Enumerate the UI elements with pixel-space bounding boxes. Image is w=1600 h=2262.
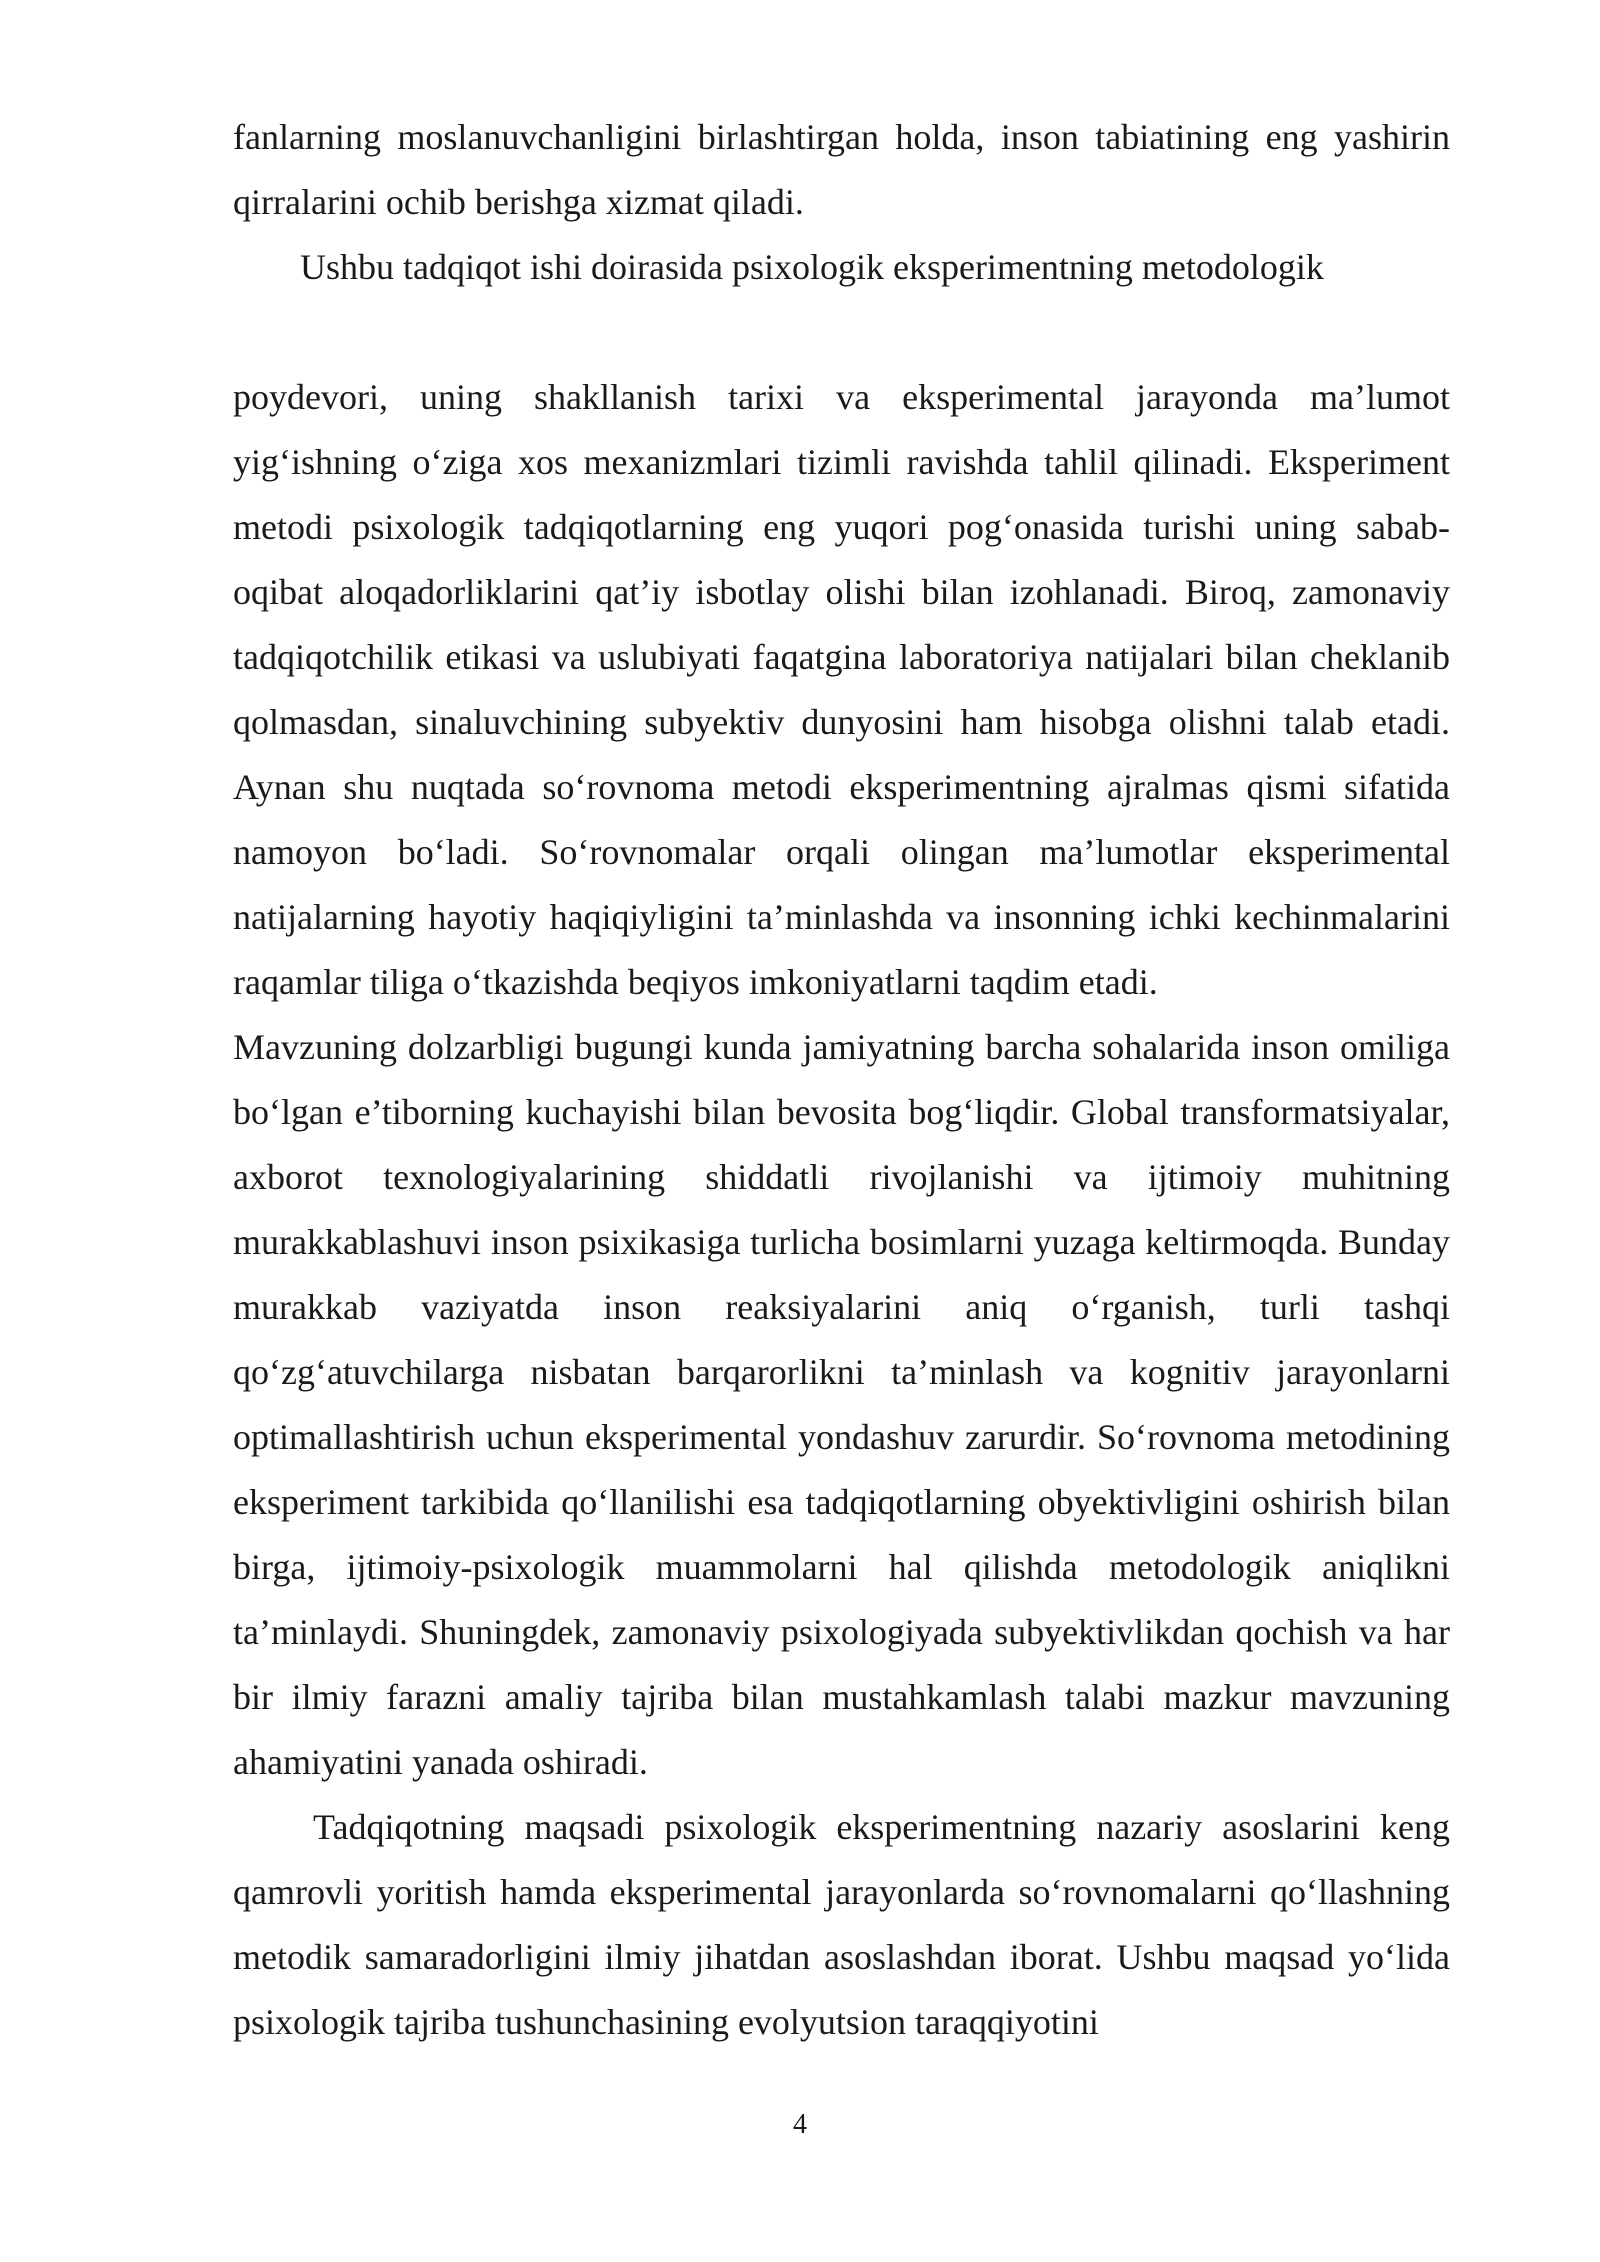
paragraph-relevance: Mavzuning dolzarbligi bugungi kunda jamiyatning barcha sohalarida inson omiliga bo‘lgan e’tiborning kuchayishi bilan bevosita bog‘liqdir. Global transformatsiyalar, axborot texnologiyalarining shiddatli rivojlanishi va ijtimoiy muhitning murakkablashuvi inson psixikasiga turlicha bosimlarni yuzaga keltirmoqda. Bunday murakkab vaziyatda inson reaksiyalarini aniq o‘rganish, turli tashqi qo‘zg‘atuvchilarga nisbatan barqarorlikni ta’minlash va kognitiv jarayonlarni optimallashtirish uchun eksperimental yondashuv zarurdir. So‘rovnoma metodining eksperiment tarkibida qo‘llanilishi esa tadqiqotlarning obyektivligini oshirish bilan birga, ijtimoiy-psixologik muammolarni hal qilishda metodologik aniqlikni ta’minlaydi. Shuningdek, zamonaviy psixologiyada subyektivlikdan qochish va har bir ilmiy farazni amaliy tajriba bilan mustahkamlash talabi mazkur mavzuning ahamiyatini yanada oshiradi. (233, 1027, 1450, 1782)
paragraph-research-goal: Tadqiqotning maqsadi psixologik eksperimentning nazariy asoslarini keng qamrovli yoritish hamda eksperimental jarayonlarda so‘rovnomalarni qo‘llashning metodik samaradorligini ilmiy jihatdan asoslashdan iborat. Ushbu maqsad yo‘lida psixologik tajriba tushunchasining evolyutsion taraqqiyotini (233, 1807, 1450, 2042)
paragraph-methodology: poydevori, uning shakllanish tarixi va eksperimental jarayonda ma’lumot yig‘ishning o‘ziga xos mexanizmlari tizimli ravishda tahlil qilinadi. Eksperiment metodi psixologik tadqiqotlarning eng yuqori pog‘onasida turishi uning sabab-oqibat aloqadorliklarini qat’iy isbotlay olishi bilan izohlanadi. Biroq, zamonaviy tadqiqotchilik etikasi va uslubiyati faqatgina laboratoriya natijalari bilan cheklanib qolmasdan, sinaluvchining subyektiv dunyosini ham hisobga olishni talab etadi. Aynan shu nuqtada so‘rovnoma metodi eksperimentning ajralmas qismi sifatida namoyon bo‘ladi. So‘rovnomalar orqali olingan ma’lumotlar eksperimental natijalarning hayotiy haqiqiyligini ta’minlashda va insonning ichki kechinmalarini raqamlar tiliga o‘tkazishda beqiyos imkoniyatlarni taqdim etadi. (233, 377, 1450, 1002)
page-number: 4 (793, 2109, 807, 2140)
paragraph-research-scope: Ushbu tadqiqot ishi doirasida psixologik eksperimentning metodologik (300, 247, 1324, 287)
paragraph-continuation: fanlarning moslanuvchanligini birlashtirgan holda, inson tabiatining eng yashirin qirralarini ochib berishga xizmat qiladi. (233, 117, 1450, 222)
text-block-top (233, 105, 1450, 300)
text-block-main (233, 365, 1450, 2055)
